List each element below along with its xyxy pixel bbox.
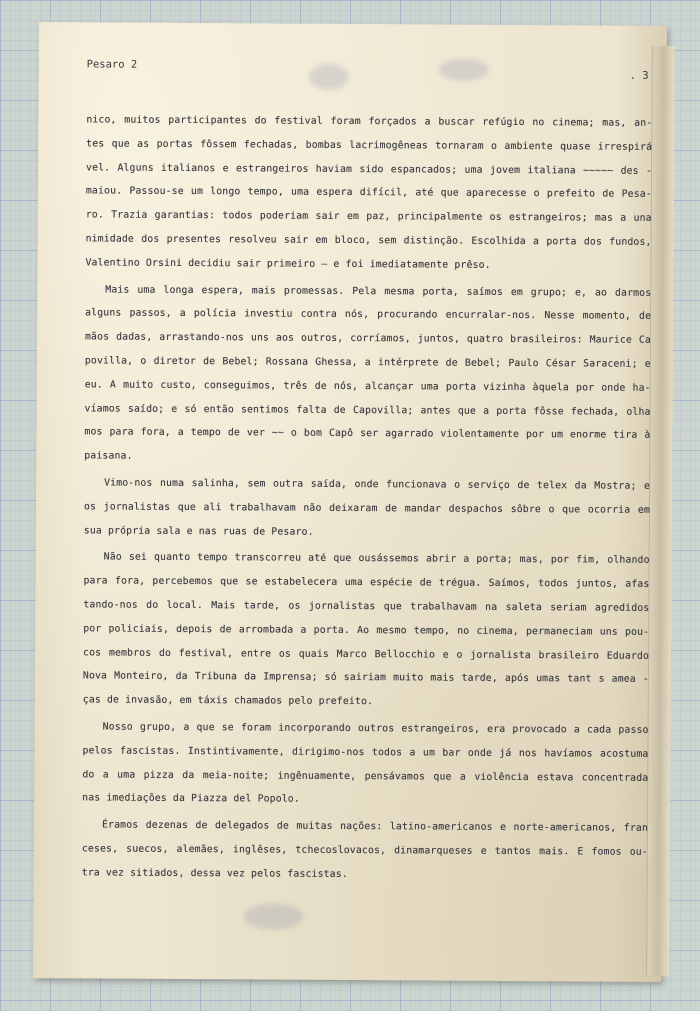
text-line: cos membros do festival, entre os quais Marco Bellocchio e o jornalista brasileiro Eduardo [83,646,650,662]
text-line: do a uma pizza da meia-noite; ingênuamente, pensávamos que a violência estava concentrada [82,768,649,784]
text-line: ro. Trazia garantias: todos poderiam sair em paz, principalmente os estrangeiros; mas a una [85,209,652,225]
text-line: por policiais, depois de arrombada a porta. Ao mesmo tempo, no cinema, permaneciam uns pou- [83,623,650,638]
text-line: víamos saído; e só então sentimos falta de Capovilla; antes que a porta fôsse fechada, olha [84,402,651,418]
text-line: Valentino Orsini decidiu sair primeiro — e foi imediatamente prêso. [85,257,491,271]
text-line: maiou. Passou-se um longo tempo, uma espera difícil, até que aparecesse o prefeito de Pesa- [85,185,652,201]
body-text [82,108,653,888]
text-line: Nova Monteiro, da Tribuna da Imprensa; só sairiam muito mais tarde, após umas tant s amea - [82,670,649,686]
text-line: os jornalistas que ali trabalhavam não deixaram de mandar despachos sôbre o que ocorria em [83,501,650,516]
text-line: pelos fascistas. Instintivamente, dirigimo-nos todos a um bar onde já nos havíamos acostuma [82,745,649,760]
text-line: Mais uma longa espera, mais promessas. Pela mesma porta, saímos em grupo; e, ao darmos [105,284,652,299]
page-header: Pesaro 2 [86,58,138,71]
text-line: Não sei quanto tempo transcorreu até que ousássemos abrir a porta; mas, por fim, olhando [103,551,650,567]
typewritten-page [33,22,667,982]
text-line: tando-nos do local. Mais tarde, os jornalistas que trabalhavam na saleta seriam agredidos [83,599,650,614]
text-line: ças de invasão, em táxis chamados pelo prefeito. [82,694,374,708]
ink-smudge [309,64,349,90]
text-line: vel. Alguns italianos e estrangeiros haviam sido espancados; uma jovem italiana ~~~~~ des - [86,161,653,177]
text-line: tra vez sitiados, dessa vez pelos fascistas. [81,867,348,880]
text-line: eu. A muito custo, conseguimos, três de nós, alcançar uma porta vizinha àquela por onde ha- [84,379,651,394]
ink-smudge [243,903,303,929]
text-line: Éramos dezenas de delegados de muitas nações: latino-americanos e norte-americanos, fran [101,819,649,834]
text-line: nico, muitos participantes do festival foram forçados a buscar refúgio no cinema; mas, an- [86,114,653,129]
text-line: Vimo-nos numa salinha, sem outra saída, onde funcionava o serviço de telex da Mostra; e [104,477,651,492]
text-line: povilla, o diretor de Bebel; Rossana Ghessa, a intérprete de Bebel; Paulo César Saraceni; e [84,355,651,370]
text-line: nas imediações da Piazza del Popolo. [82,792,300,806]
text-line: Nosso grupo, a que se foram incorporando outros estrangeiros, era provocado a cada passo [102,721,649,736]
text-line: mos para fora, a tempo de ver ~~ o bom Capô ser agarrado violentamente por um enorme tira à [84,426,651,442]
text-line: ceses, suecos, alemães, inglêses, tchecoslovacos, dinamarqueses e tantos mais. E fomos ou- [81,843,648,858]
text-line: para fora, percebemos que se estabelecera uma espécie de trégua. Saímos, todos juntos, afas [83,575,650,590]
page-number: . 3 [629,69,649,82]
text-line: tes que as portas fôssem fechadas, bombas lacrimogêneas tornaram o ambiente quase irrespirá [86,138,653,153]
text-line: sua própria sala e nas ruas de Pesaro. [83,524,314,538]
text-line: mãos dadas, arrastando-nos uns aos outros, corríamos, juntos, quatro brasileiros: Maurice Ca [84,331,652,347]
text-line: nimidade dos presentes resolveu sair em bloco, sem distinção. Escolhida a porta dos fundos, [85,233,652,248]
text-line: alguns passos, a polícia investiu contra nós, procurando encurralar-nos. Nesse momento, de [85,307,652,323]
ink-smudge [439,59,489,81]
text-line: paisana. [84,450,133,462]
